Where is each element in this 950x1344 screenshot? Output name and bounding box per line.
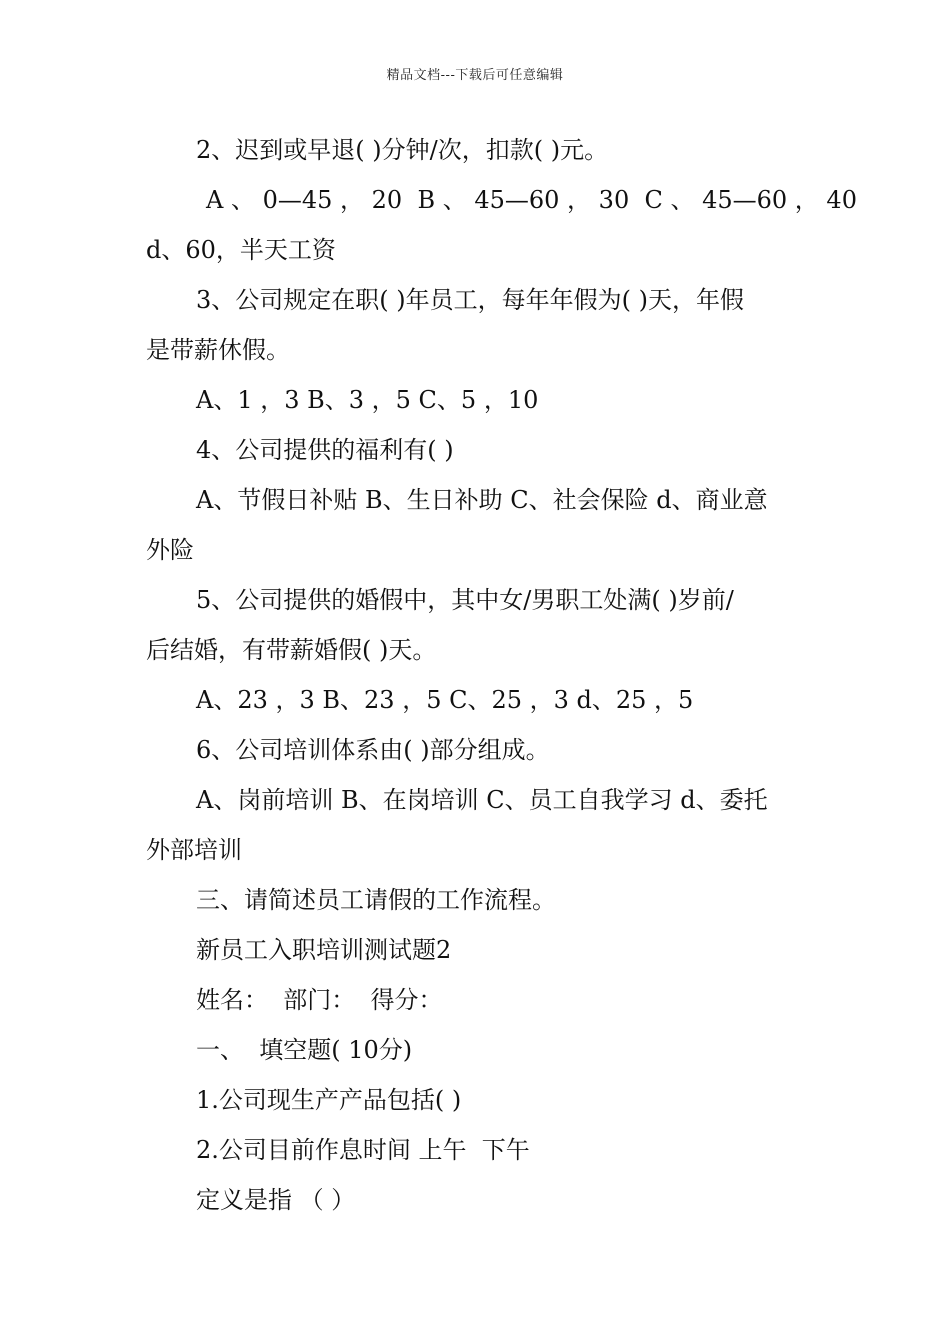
question-5-options: A、23 ，3 B、23 ，5 C、25 ，3 d、25 ，5 (196, 686, 694, 714)
question-6: 6、公司培训体系由( )部分组成。 (196, 736, 550, 764)
question-2-options: A 、 0—45 ， 20 B 、 45—60 ， 30 C 、 45—60 ， 40 (206, 186, 857, 214)
question-6-options-cont: 外部培训 (146, 836, 242, 864)
question-4: 4、公司提供的福利有( ) (196, 436, 454, 464)
question-3: 3、公司规定在职( )年员工，每年年假为( )天，年假 (196, 286, 744, 314)
question-6-options: A、岗前培训 B、在岗培训 C、员工自我学习 d、委托 (196, 786, 768, 814)
section-3-heading: 三、请简述员工请假的工作流程。 (196, 886, 556, 914)
question-4-options-cont: 外险 (146, 536, 194, 564)
question-3-cont: 是带薪休假。 (146, 336, 290, 364)
test-2-title: 新员工入职培训测试题2 (196, 936, 452, 964)
question-5: 5、公司提供的婚假中，其中女/男职工处满( )岁前/ (196, 586, 734, 614)
question-3-options: A、1 ，3 B、3 ，5 C、5 ，10 (196, 386, 539, 414)
question-2: 2、迟到或早退( )分钟/次，扣款( )元。 (196, 136, 609, 164)
question-2-options-cont: d、60，半天工资 (146, 236, 336, 264)
section-1-heading: 一、 填空题( 10分) (196, 1036, 413, 1064)
page-header: 精品文档---下载后可任意编辑 (386, 68, 564, 83)
question-4-options: A、节假日补贴 B、生日补助 C、社会保险 d、商业意 (196, 486, 768, 514)
name-dept-score-line: 姓名： 部门： 得分： (196, 986, 443, 1014)
fill-question-definition: 定义是指 （ ） (196, 1186, 356, 1214)
fill-question-2: 2.公司目前作息时间 上午 下午 (196, 1136, 530, 1164)
question-5-cont: 后结婚，有带薪婚假( )天。 (146, 636, 437, 664)
fill-question-1: 1.公司现生产产品包括( ) (196, 1086, 462, 1114)
